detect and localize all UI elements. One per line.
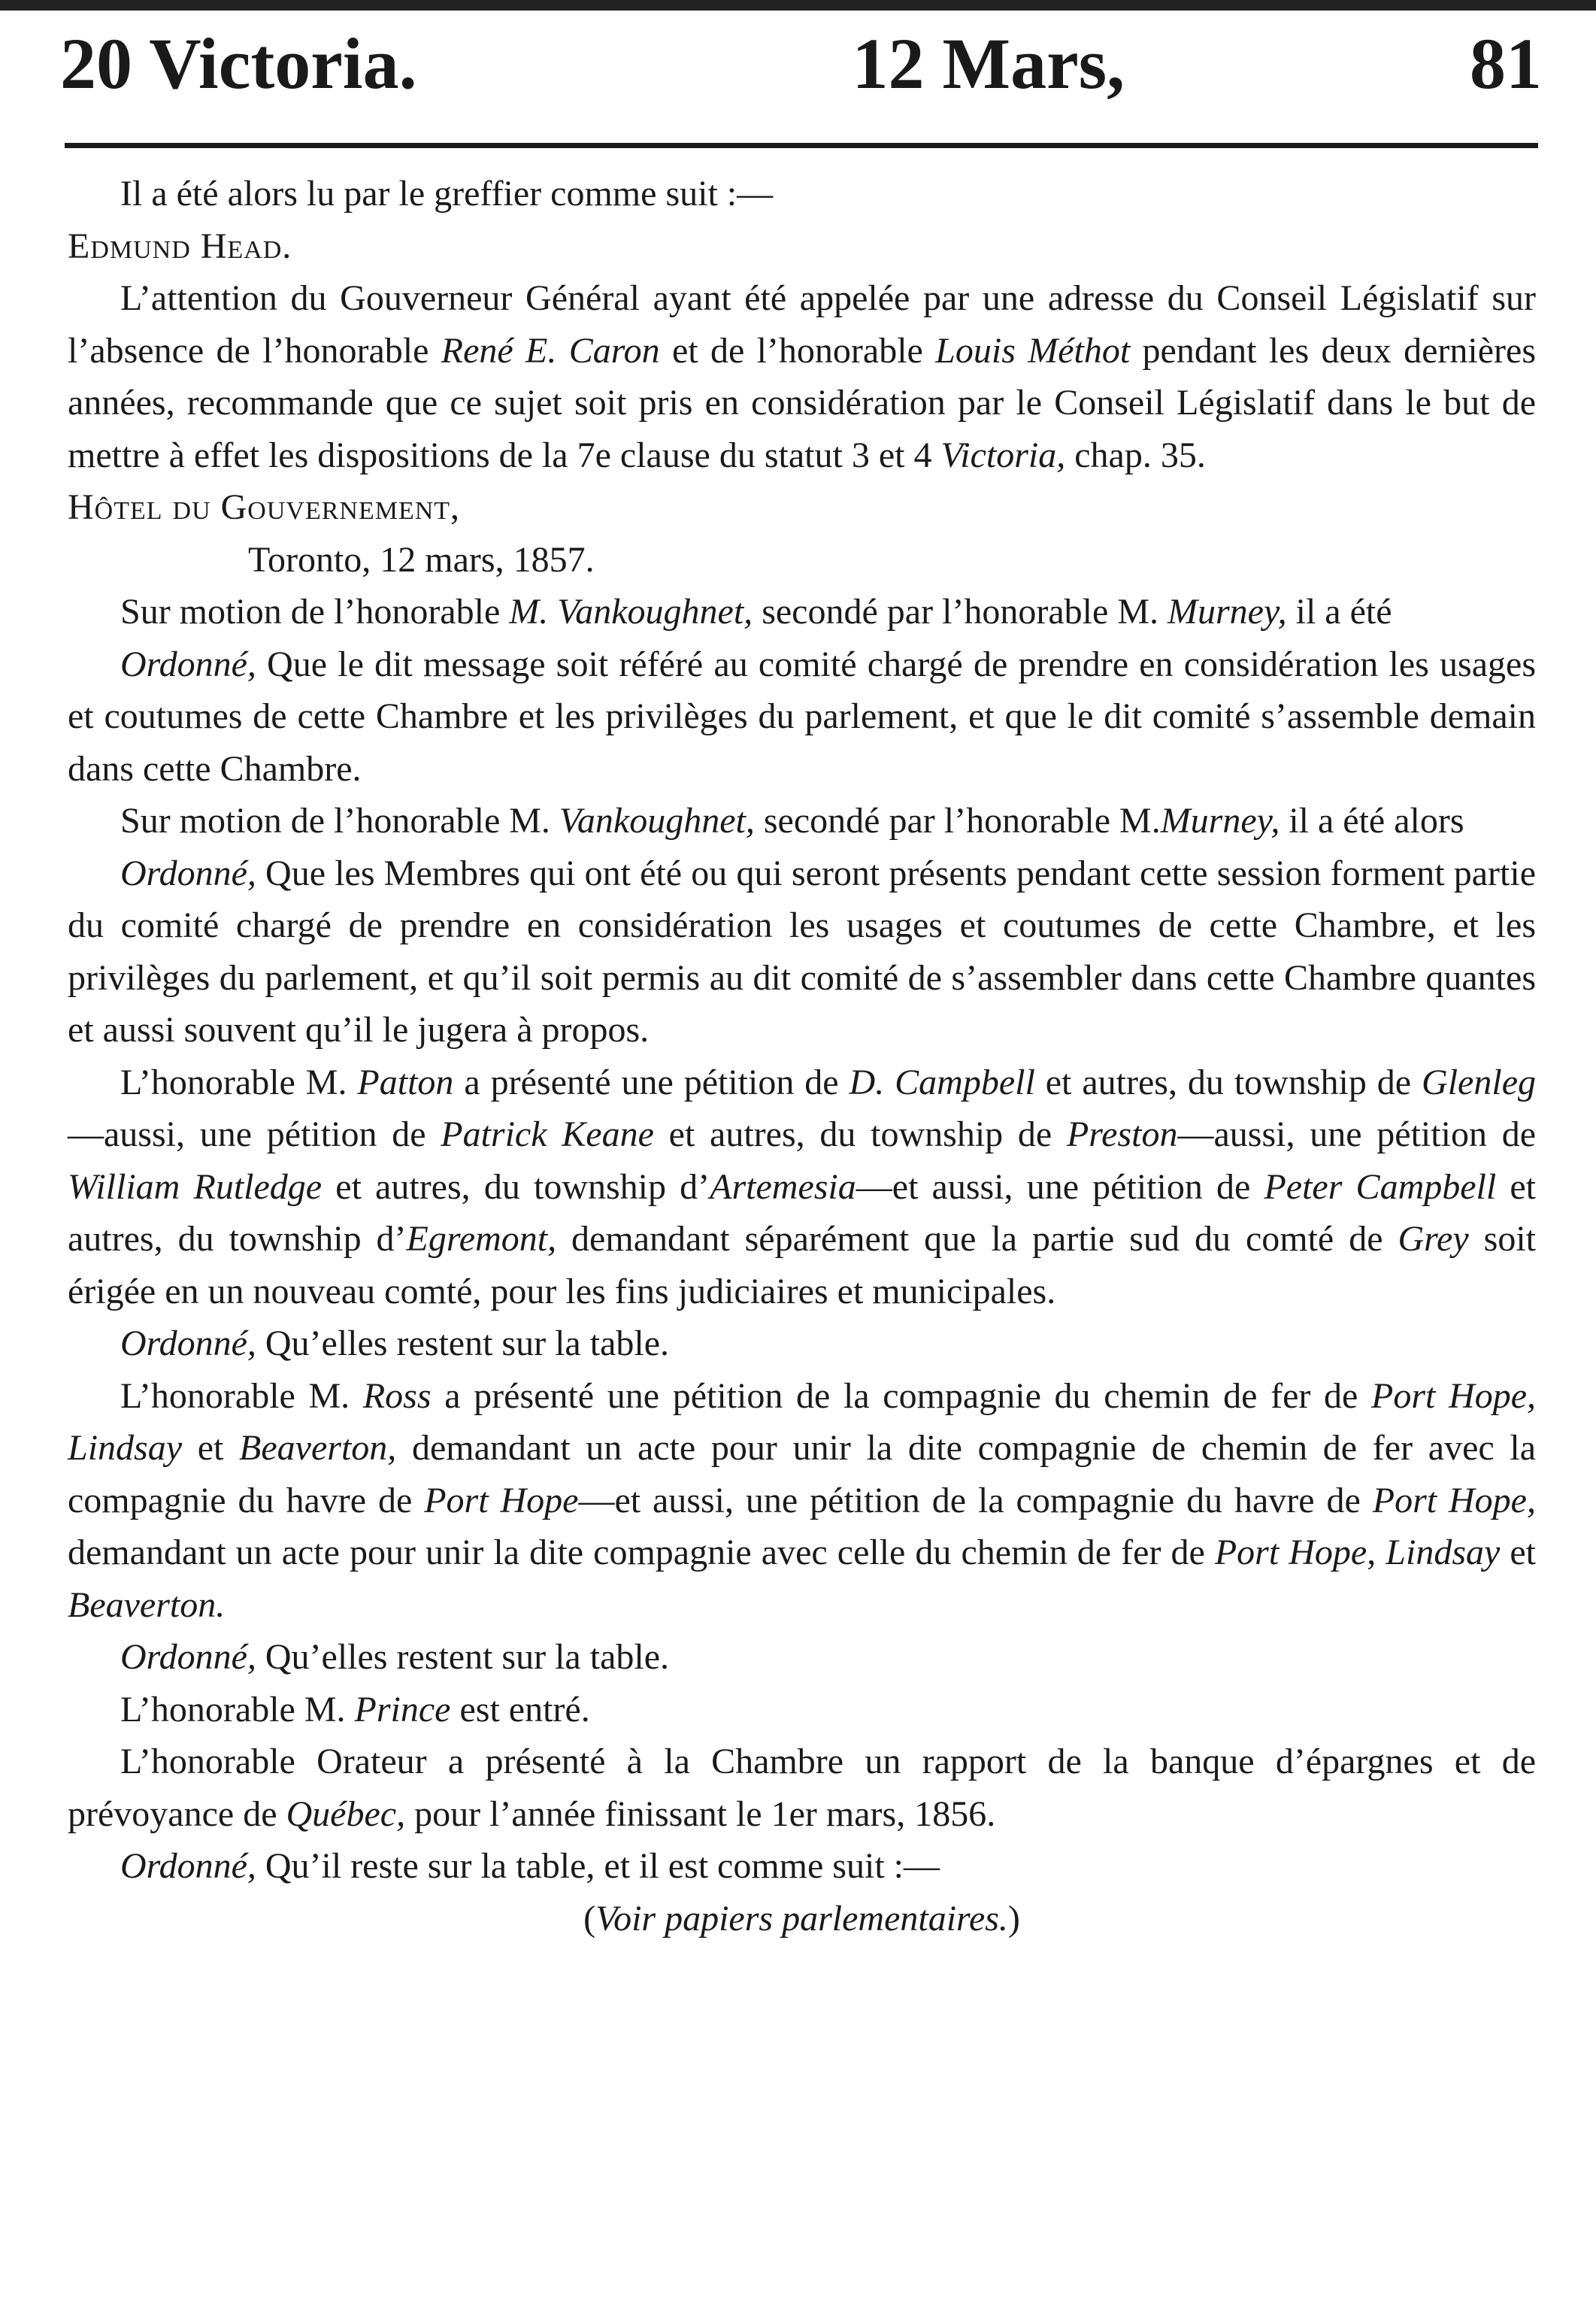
text-run: L’honorable M. [120, 1689, 355, 1730]
text-run: Beaverton. [68, 1584, 226, 1625]
text-run: L’honorable M. [120, 1375, 363, 1416]
text-run: chap. 35. [1065, 435, 1206, 475]
text-run: Glenleg [1422, 1062, 1536, 1102]
text-run: Beaverton, [239, 1428, 397, 1468]
text-run: Peter Campbell [1264, 1166, 1497, 1207]
text-run: Lindsay [1386, 1533, 1501, 1572]
text-run: a présenté une pétition de [453, 1062, 849, 1102]
paragraph-p11 [68, 1317, 1536, 1370]
text-run: —et aussi, une pétition de la compagnie du havre de [578, 1480, 1373, 1520]
text-run: Edmund Head. [68, 226, 292, 266]
text-run: Egremont, [406, 1219, 557, 1259]
text-run: Ordonné, [120, 644, 256, 684]
header-rule [65, 143, 1538, 148]
text-run: Murney, [1160, 801, 1280, 841]
paragraph-p7 [68, 638, 1536, 796]
text-run: ) [1007, 1898, 1020, 1939]
paragraph-p2 [68, 220, 1536, 273]
text-run: Québec, [286, 1793, 406, 1834]
text-run: , [1367, 1533, 1386, 1572]
paragraph-p6 [68, 586, 1536, 638]
text-run: Murney, [1167, 592, 1287, 632]
text-run: pendant les deux dernières années, recommande que ce sujet soit pris en considération par le Conseil Législatif dans le but de mettre à effet les dispositions de la 7e clause du statut 3 et 4 [68, 330, 1536, 475]
text-run: Vankoughnet, [559, 801, 755, 841]
paragraph-p9 [68, 847, 1536, 1057]
text-run: D. Campbell [849, 1062, 1035, 1102]
paragraph-p16 [68, 1840, 1536, 1893]
paragraph-p3 [68, 272, 1536, 481]
text-run: L’attention du Gouverneur Général ayant été appelée par une adresse du Conseil Législatif sur l’absence de l’honorable [68, 278, 1536, 371]
text-run: Grey [1398, 1219, 1469, 1259]
top-edge-band [0, 0, 1596, 11]
text-run: Que le dit message soit référé au comité chargé de prendre en considération les usages et coutumes de cette Chambre et les privilèges du parlement, et que le dit comité s’assemble demain dans cette Chambre. [68, 644, 1536, 789]
paragraph-p15 [68, 1736, 1536, 1840]
text-run: et [182, 1428, 240, 1468]
text-run: Artemesia [710, 1166, 856, 1207]
text-run: Louis Méthot [935, 330, 1131, 371]
text-run: est entré. [450, 1689, 590, 1730]
paragraph-p10 [68, 1057, 1536, 1318]
text-run: et autres, du township de [653, 1114, 1067, 1154]
text-run: —aussi, une pétition de [1177, 1114, 1536, 1154]
paragraph-p1 [68, 168, 1536, 220]
paragraph-p5 [68, 534, 1536, 587]
text-run: Ordonné, [120, 853, 256, 893]
text-run: secondé par l’honorable M. [754, 801, 1161, 841]
text-run: Il a été alors lu par le greffier comme suit :— [120, 174, 774, 214]
text-run: Ordonné, [120, 1846, 256, 1886]
header-regnal-year: 20 Victoria. [60, 23, 417, 104]
text-run: Preston [1066, 1114, 1178, 1154]
text-run: Ross [362, 1375, 432, 1416]
text-run: demandant un acte pour unir la dite compagnie avec celle du chemin de fer de [68, 1533, 1215, 1572]
text-run: M. Vankoughnet, [509, 592, 753, 632]
text-run: il a été [1286, 592, 1392, 632]
text-run: —aussi, une pétition de [68, 1114, 441, 1154]
paragraph-p8 [68, 795, 1536, 847]
text-run: L’honorable Orateur a présenté à la Chambre un rapport de la banque d’épargnes et de prévoyance de [68, 1742, 1536, 1834]
text-run: et autres, du township d’ [68, 1166, 1537, 1259]
text-run: Lindsay [68, 1428, 183, 1468]
text-run: Port Hope [1214, 1533, 1367, 1572]
header-date: 12 Mars, [852, 23, 1125, 104]
paragraph-p17 [68, 1893, 1536, 1945]
page-number: 81 [1469, 23, 1542, 104]
text-run: demandant séparément que la partie sud du comté de [556, 1219, 1398, 1259]
text-run: Ordonné, [120, 1637, 256, 1677]
text-run: Ordonné, [120, 1323, 256, 1363]
text-run: et autres, du township de [1034, 1062, 1422, 1102]
text-run: Que les Membres qui ont été ou qui seront présents pendant cette session forment partie du comité chargé de prendre en considération les usages et coutumes de cette Chambre, et les privilèges du parlement, et qu’il soit permis au dit comité de s’assembler dans cette Chambre quantes et aussi souvent qu’il le jugera à propos. [68, 853, 1536, 1050]
text-run: et autres, du township d’ [322, 1166, 710, 1207]
text-run: soit érigée en un nouveau comté, pour les fins judiciaires et municipales. [68, 1219, 1536, 1311]
text-run: pour l’année finissant le 1er mars, 1856. [405, 1793, 996, 1834]
text-run: Port Hope, [1371, 1375, 1536, 1416]
text-run: Port Hope, [1372, 1480, 1536, 1520]
text-run: Qu’elles restent sur la table. [256, 1637, 670, 1677]
paragraph-p14 [68, 1684, 1536, 1736]
text-run: et [1500, 1533, 1537, 1572]
paragraph-p12 [68, 1370, 1536, 1632]
paragraph-p4 [68, 481, 1536, 534]
text-run: Hôtel du Gouvernement, [68, 487, 461, 527]
text-run: Prince [354, 1689, 451, 1730]
text-run: Sur motion de l’honorable M. [120, 801, 559, 841]
body-text [53, 168, 1545, 1945]
text-run: —et aussi, une pétition de [856, 1166, 1264, 1207]
text-run: et de l’honorable [659, 330, 936, 371]
text-run: Voir papiers parlementaires. [595, 1898, 1008, 1939]
text-run: Victoria, [940, 435, 1066, 475]
text-run: Qu’il reste sur la table, et il est comme suit :— [256, 1846, 940, 1886]
text-run: a présenté une pétition de la compagnie du chemin de fer de [431, 1375, 1372, 1416]
text-run: secondé par l’honorable M. [753, 592, 1167, 632]
text-run: William Rutledge [68, 1166, 323, 1207]
text-run: ( [583, 1898, 596, 1939]
running-header [53, 23, 1545, 113]
text-run: Port Hope [424, 1480, 579, 1520]
text-run: L’honorable M. [120, 1062, 358, 1102]
text-run: Patton [357, 1062, 454, 1102]
text-run: René E. Caron [441, 330, 660, 371]
text-run: Qu’elles restent sur la table. [256, 1323, 670, 1363]
paragraph-p13 [68, 1631, 1536, 1684]
text-run: Toronto, 12 mars, 1857. [248, 539, 595, 580]
text-run: Sur motion de l’honorable [120, 592, 510, 632]
text-run: Patrick Keane [441, 1114, 654, 1154]
text-run: il a été alors [1280, 801, 1464, 841]
text-run: demandant un acte pour unir la dite compagnie de chemin de fer avec la compagnie du havre de [68, 1428, 1537, 1520]
document-page [53, 23, 1545, 1945]
